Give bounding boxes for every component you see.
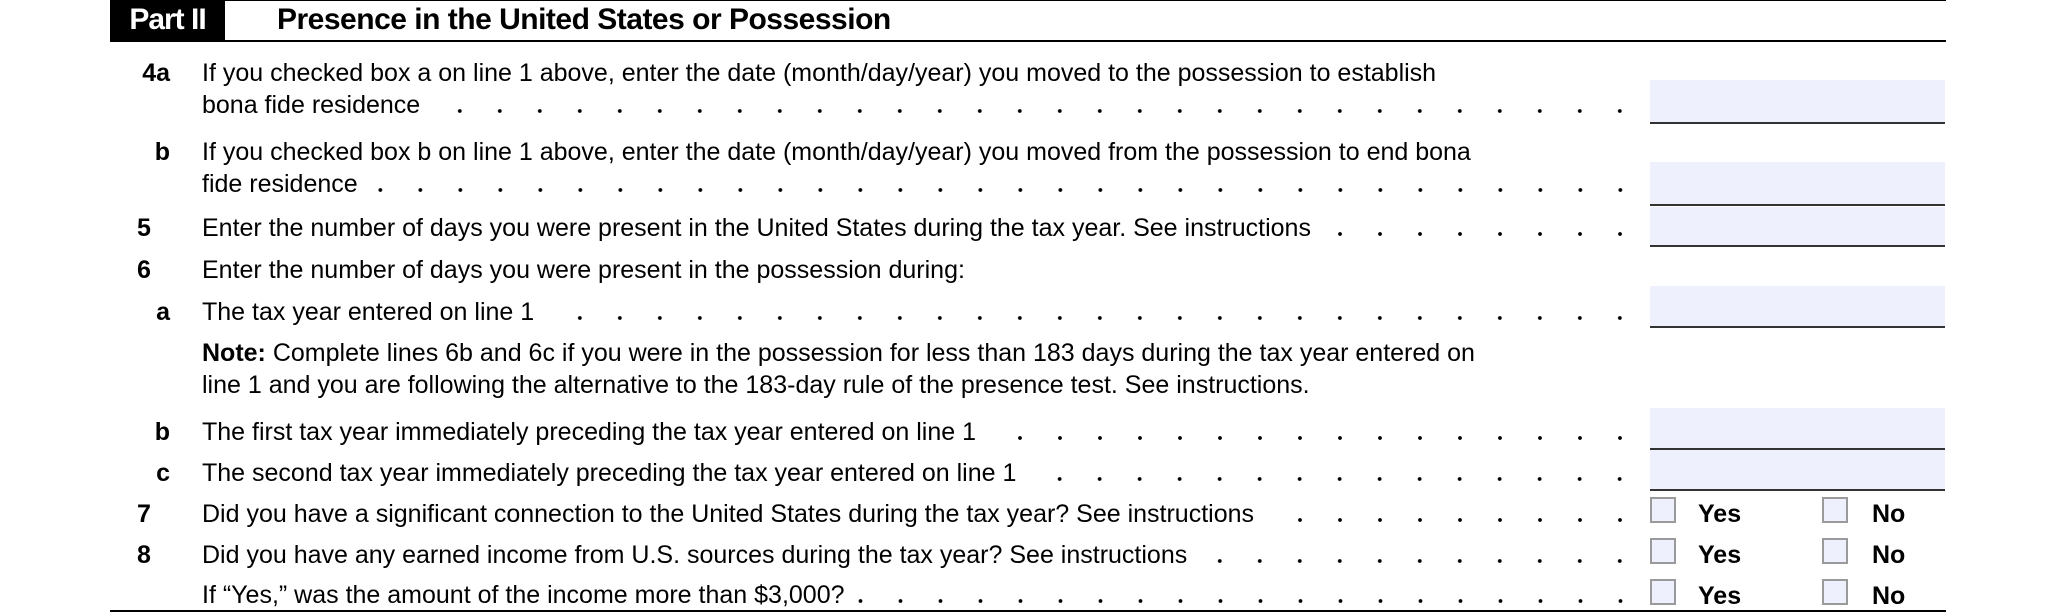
section-title: Presence in the United States or Possession xyxy=(277,3,891,36)
line-8-followup-no-checkbox[interactable] xyxy=(1822,579,1848,605)
dot-leader xyxy=(432,89,1640,121)
line-6c-days-input[interactable] xyxy=(1650,450,1945,491)
line-text: The second tax year immediately preceding the tax year entered on line 1 xyxy=(202,459,1017,487)
dot-leader xyxy=(1266,498,1640,530)
line-4a-date-input[interactable] xyxy=(1650,80,1945,124)
line-7-no-checkbox[interactable] xyxy=(1822,497,1848,523)
line-number: 4a xyxy=(142,59,170,87)
line-number: b xyxy=(154,418,170,446)
dot-leader xyxy=(370,168,1640,200)
line-text: The first tax year immediately preceding the tax year entered on line 1 xyxy=(202,418,977,446)
line-number: 8 xyxy=(137,541,151,569)
line-8-followup-yes-checkbox[interactable] xyxy=(1650,579,1676,605)
line-number: 6 xyxy=(137,256,151,284)
bottom-rule xyxy=(110,610,1946,612)
yes-label: Yes xyxy=(1698,582,1742,610)
line-5-days-input[interactable] xyxy=(1650,207,1945,247)
line-text: If you checked box a on line 1 above, enter the date (month/day/year) you moved to the possession to establish xyxy=(202,59,1437,87)
note-text: line 1 and you are following the alternative to the 183-day rule of the presence test. See instructions. xyxy=(202,371,1310,399)
dot-leader xyxy=(857,579,1640,611)
line-7-yes-checkbox[interactable] xyxy=(1650,497,1676,523)
line-text: If “Yes,” was the amount of the income more than $3,000? xyxy=(202,581,845,609)
line-number: c xyxy=(156,459,170,487)
line-text: Did you have any earned income from U.S. sources during the tax year? See instructions xyxy=(202,541,1188,569)
line-6b-days-input[interactable] xyxy=(1650,408,1945,450)
no-label: No xyxy=(1872,541,1906,569)
line-number: 7 xyxy=(137,500,151,528)
line-text: The tax year entered on line 1 xyxy=(202,298,535,326)
line-8-yes-checkbox[interactable] xyxy=(1650,538,1676,564)
no-label: No xyxy=(1872,582,1906,610)
dot-leader xyxy=(988,416,1640,448)
line-6a-days-input[interactable] xyxy=(1650,286,1945,328)
no-label: No xyxy=(1872,500,1906,528)
header-rule xyxy=(110,40,1946,42)
dot-leader xyxy=(1199,539,1640,571)
line-4b-date-input[interactable] xyxy=(1650,162,1945,206)
line-text: Enter the number of days you were present in the possession during: xyxy=(202,256,965,284)
dot-leader xyxy=(546,296,1640,328)
line-8-no-checkbox[interactable] xyxy=(1822,538,1848,564)
dot-leader xyxy=(1323,212,1640,244)
line-text: bona fide residence xyxy=(202,91,421,119)
yes-label: Yes xyxy=(1698,500,1742,528)
note-label: Note: xyxy=(202,339,266,367)
line-text: fide residence xyxy=(202,170,358,198)
part-label: Part II xyxy=(110,0,225,41)
line-number: b xyxy=(154,138,170,166)
note-text: Complete lines 6b and 6c if you were in the possession for less than 183 days during the tax year entered on xyxy=(265,339,1475,367)
line-text: If you checked box b on line 1 above, enter the date (month/day/year) you moved from the possession to end bona xyxy=(202,138,1471,166)
line-text: Enter the number of days you were present in the United States during the tax year. See instructions xyxy=(202,214,1311,242)
line-text: Did you have a significant connection to the United States during the tax year? See instructions xyxy=(202,500,1255,528)
line-number: 5 xyxy=(137,214,151,242)
yes-label: Yes xyxy=(1698,541,1742,569)
dot-leader xyxy=(1028,457,1640,489)
line-number: a xyxy=(156,298,170,326)
